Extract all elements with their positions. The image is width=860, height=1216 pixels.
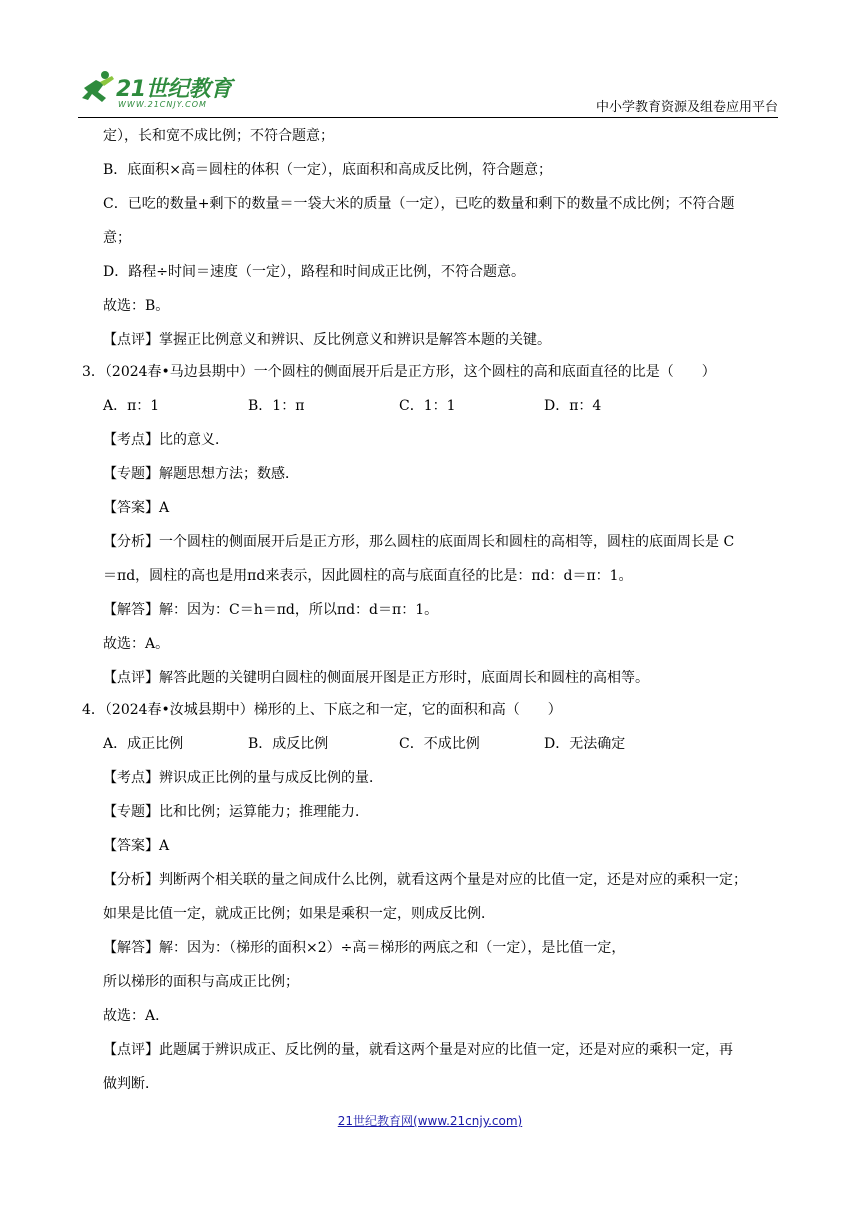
question-4-stem: 4．（2024春•汝城县期中）梯形的上、下底之和一定，它的面积和高（ ）	[82, 702, 562, 718]
logo-text: 21世纪教育	[116, 77, 232, 102]
option-c: C．不成比例	[399, 736, 480, 752]
footer-link[interactable]: 21世纪教育网(www.21cnjy.com)	[337, 1114, 523, 1128]
analysis-line: ＝πd，圆柱的高也是用πd来表示，因此圆柱的高与底面直径的比是：πd：d＝π：1。	[103, 568, 633, 584]
option-a: A．成正比例	[103, 736, 184, 752]
solution-line: 【解答】解：因为：（梯形的面积×2）÷高＝梯形的两底之和（一定），是比值一定，	[103, 940, 626, 956]
kaodian: 【考点】比的意义．	[103, 432, 229, 448]
option-b: B．1：π	[248, 398, 305, 414]
answer: 【答案】A	[103, 500, 170, 516]
text-line: 故选：B。	[103, 298, 170, 314]
analysis-line: 【分析】判断两个相关联的量之间成什么比例，就看这两个量是对应的比值一定，还是对应的乘积一定；	[103, 872, 747, 888]
option-d: D．π：4	[544, 398, 602, 414]
analysis-line: 【分析】一个圆柱的侧面展开后是正方形，那么圆柱的底面周长和圆柱的高相等，圆柱的底面周长是 C	[103, 534, 735, 550]
choice-line: 故选：A．	[103, 1008, 170, 1024]
runner-logo-icon	[78, 68, 118, 108]
logo	[78, 66, 258, 114]
question-3-stem: 3．（2024春•马边县期中）一个圆柱的侧面展开后是正方形，这个圆柱的高和底面直径的比是（ ）	[82, 364, 716, 380]
zhuanti: 【专题】解题思想方法；数感．	[103, 466, 299, 482]
answer: 【答案】A	[103, 838, 170, 854]
comment-line: 【点评】解答此题的关键明白圆柱的侧面展开图是正方形时，底面周长和圆柱的高相等。	[103, 670, 649, 686]
zhuanti: 【专题】比和比例；运算能力；推理能力．	[103, 804, 369, 820]
option-b: B．成反比例	[248, 736, 329, 752]
logo-url: WWW.21CNJY.COM	[118, 100, 207, 109]
header-platform-name: 中小学教育资源及组卷应用平台	[595, 100, 778, 115]
header-divider	[78, 117, 778, 118]
option-d: D．无法确定	[544, 736, 626, 752]
comment-line: 【点评】掌握正比例意义和辨识、反比例意义和辨识是解答本题的关键。	[103, 332, 551, 348]
choice-line: 故选：A。	[103, 636, 170, 652]
page-header	[78, 62, 778, 116]
text-line: 意；	[103, 230, 131, 246]
analysis-line: 如果是比值一定，就成正比例；如果是乘积一定，则成反比例．	[103, 906, 495, 922]
text-line: B．底面积×高＝圆柱的体积（一定），底面积和高成反比例，符合题意；	[103, 162, 553, 178]
option-a: A．π：1	[103, 398, 160, 414]
solution-line: 【解答】解：因为：C＝h＝πd，所以πd：d＝π：1。	[103, 602, 439, 618]
text-line: C．已吃的数量+剩下的数量＝一袋大米的质量（一定），已吃的数量和剩下的数量不成比例；不符合题	[103, 196, 735, 212]
comment-line: 【点评】此题属于辨识成正、反比例的量，就看这两个量是对应的比值一定，还是对应的乘积一定，再	[103, 1042, 733, 1058]
comment-line: 做判断．	[103, 1076, 159, 1092]
kaodian: 【考点】辨识成正比例的量与成反比例的量．	[103, 770, 383, 786]
option-c: C．1：1	[399, 398, 456, 414]
text-line: 定），长和宽不成比例；不符合题意；	[103, 128, 334, 144]
solution-line: 所以梯形的面积与高成正比例；	[103, 974, 299, 990]
text-line: D．路程÷时间＝速度（一定），路程和时间成正比例，不符合题意。	[103, 264, 525, 280]
